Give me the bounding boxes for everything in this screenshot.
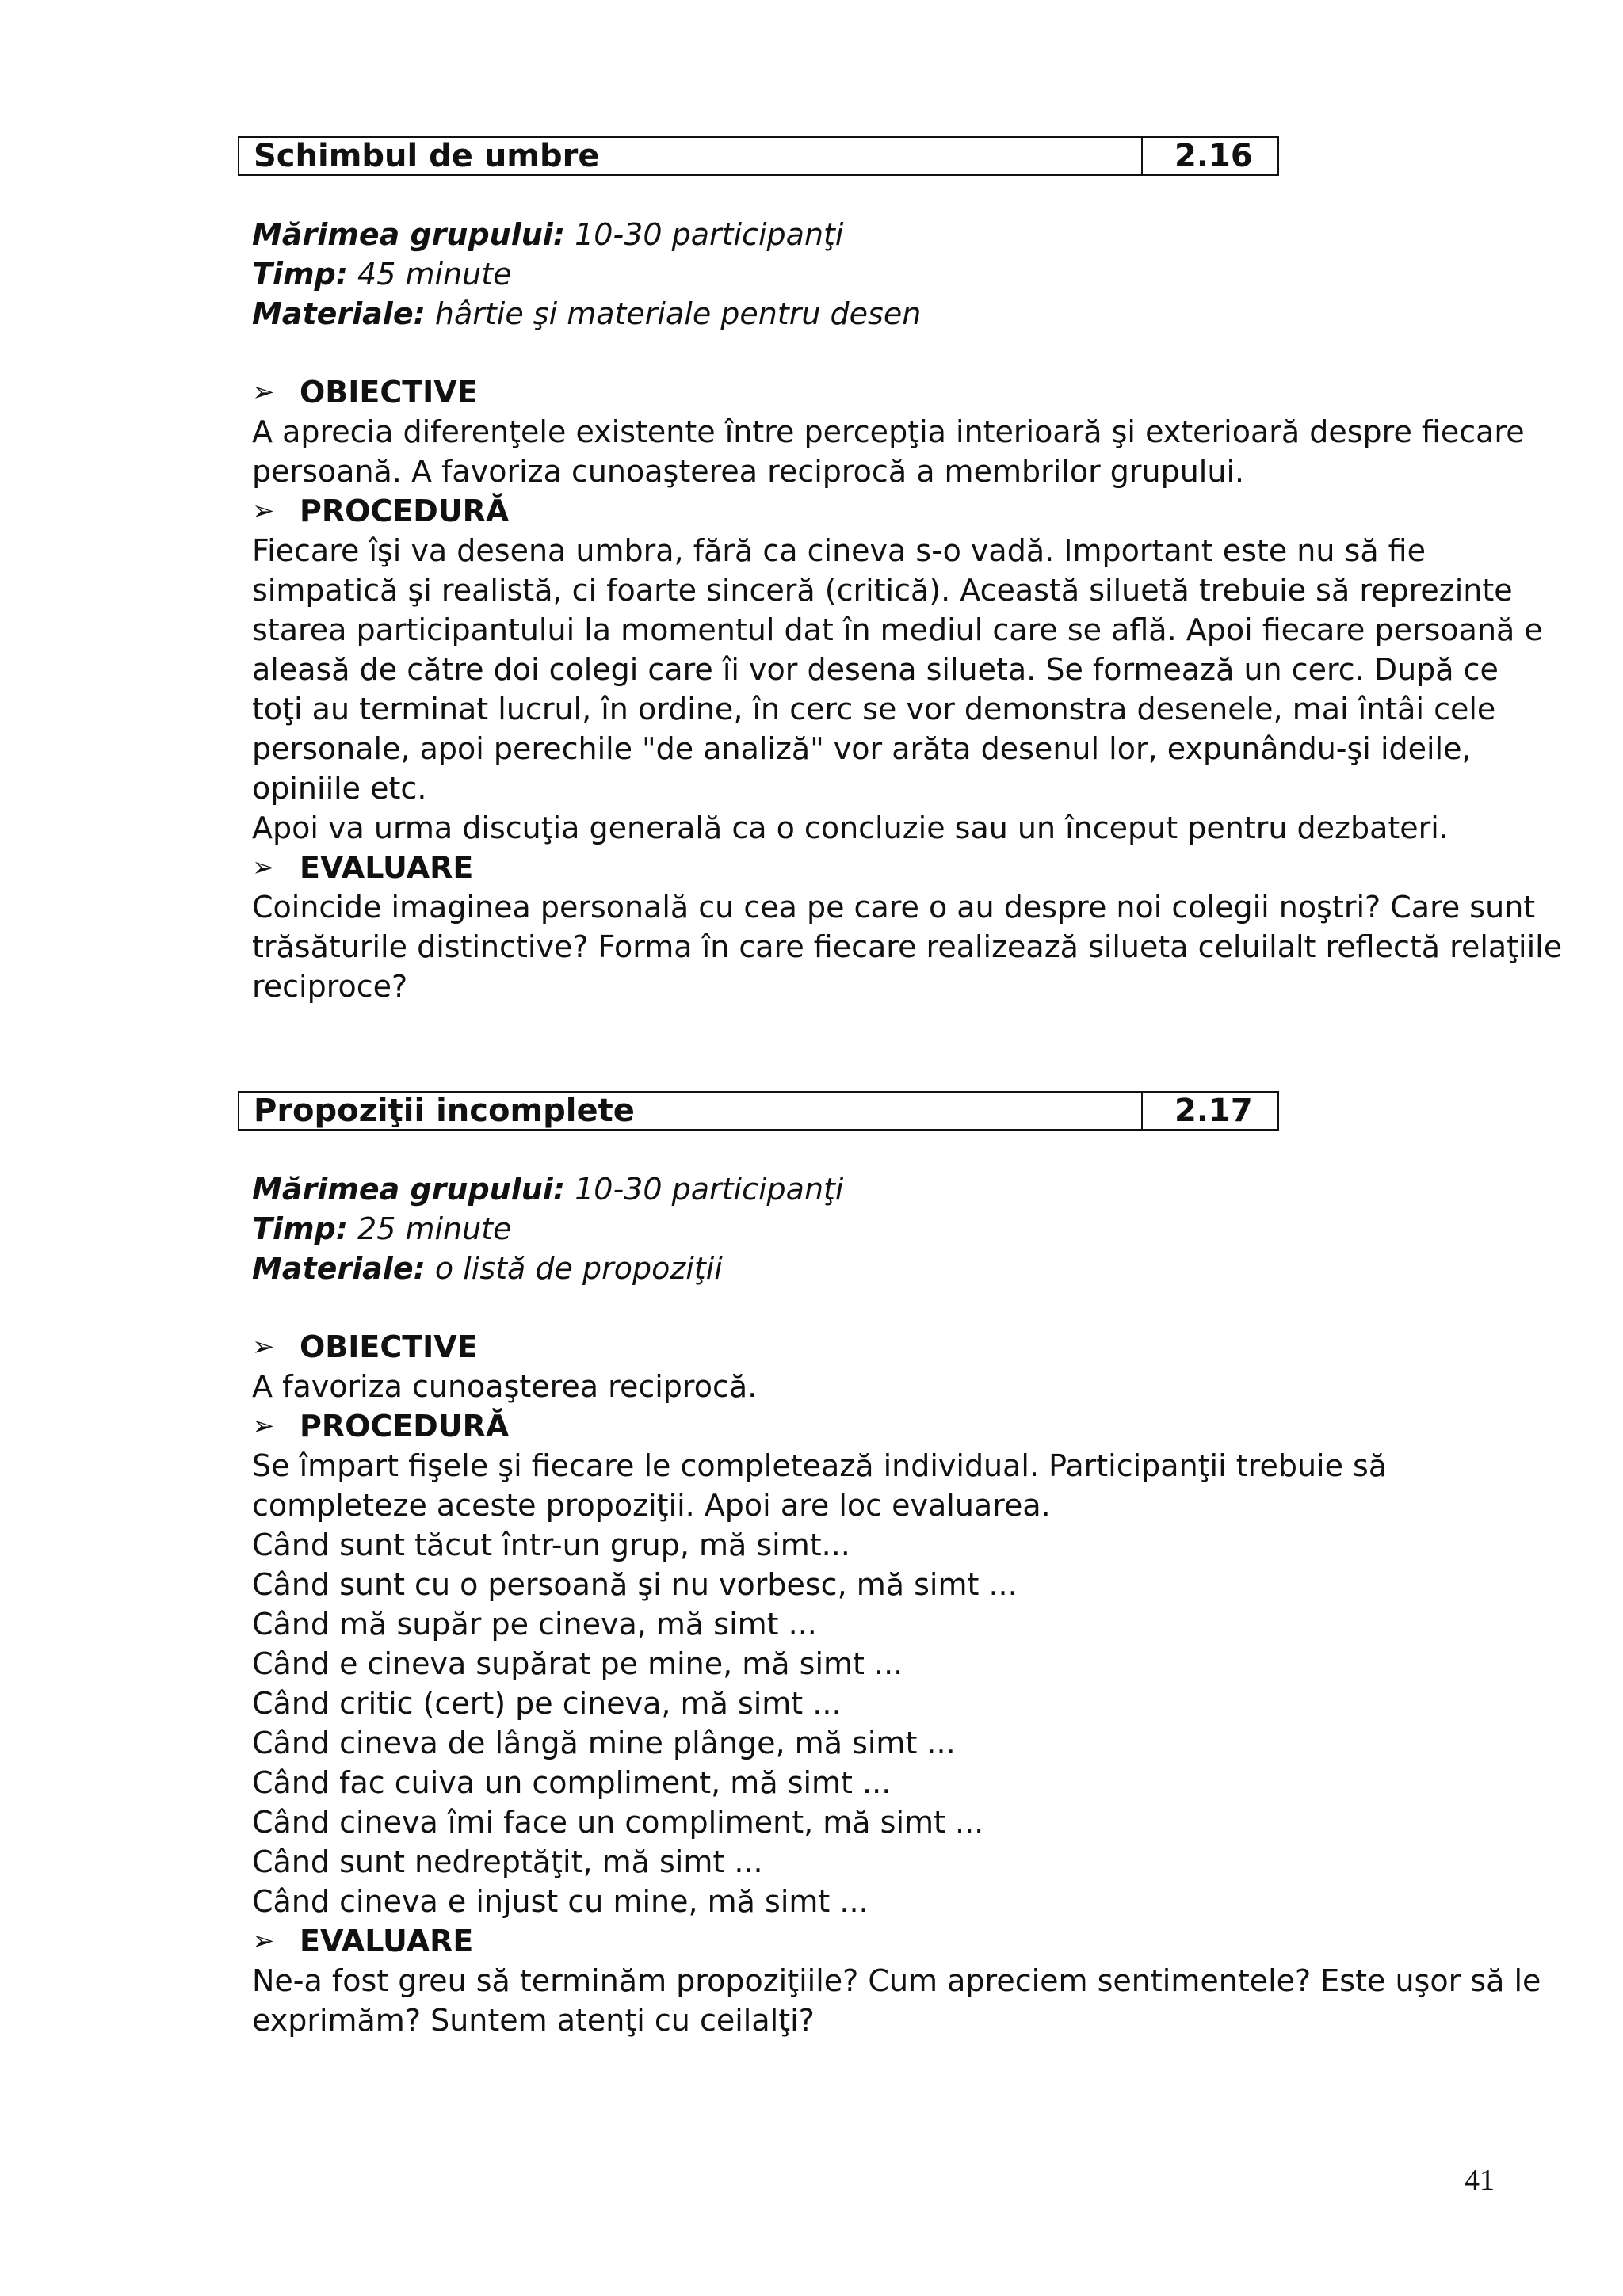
- arrow-bullet-icon: ➢: [252, 495, 275, 527]
- evaluation-line: exprimăm? Suntem atenţi cu ceilalţi?: [252, 2003, 815, 2038]
- procedure-line: Se împart fişele şi fiecare le completează individual. Participanţii trebuie să: [252, 1448, 1388, 1483]
- materials-line: [252, 1249, 1506, 1288]
- activity-meta: [252, 1169, 1506, 1288]
- activity-title-box: [238, 1091, 1279, 1131]
- objective-line: A favoriza cunoaşterea reciprocă.: [252, 1369, 758, 1404]
- activity-propozitii-incomplete: [238, 1091, 1541, 2040]
- objective-line: A aprecia diferenţele existente între percepţia interioară şi exterioară despre fiecare: [252, 414, 1525, 449]
- procedure-line: Când mă supăr pe cineva, mă simt ...: [252, 1607, 817, 1642]
- activity-meta: [252, 215, 1506, 334]
- activity-title: Propoziţii incomplete: [239, 1093, 1143, 1129]
- materials-value: hârtie şi materiale pentru desen: [425, 296, 922, 331]
- activity-number: 2.17: [1174, 1093, 1253, 1129]
- page-number: 41: [1465, 2164, 1495, 2197]
- evaluation-header: [252, 1921, 1506, 1961]
- procedure-line: Când e cineva supărat pe mine, mă simt ...: [252, 1646, 903, 1681]
- procedure-line: Fiecare îşi va desena umbra, fără ca cineva s-o vadă. Important este nu să fie: [252, 533, 1426, 568]
- procedure-line: completeze aceste propoziţii. Apoi are loc evaluarea.: [252, 1488, 1051, 1523]
- arrow-bullet-icon: ➢: [252, 1925, 275, 1957]
- time-value: 45 minute: [347, 257, 512, 292]
- arrow-bullet-icon: ➢: [252, 1331, 275, 1363]
- procedure-line: Apoi va urma discuţia generală ca o concluzie sau un început pentru dezbateri.: [252, 810, 1449, 845]
- time-label: Timp:: [252, 257, 348, 292]
- arrow-bullet-icon: ➢: [252, 1410, 275, 1442]
- activity-body: [252, 372, 1563, 1006]
- procedure-line: Când cineva e injust cu mine, mă simt ...: [252, 1884, 869, 1919]
- procedure-line: opiniile etc.: [252, 771, 427, 806]
- materials-value: o listă de propoziţii: [425, 1251, 723, 1286]
- time-line: [252, 254, 1506, 294]
- objective-header: [252, 372, 1506, 412]
- procedure-line: Când sunt nedreptăţit, mă simt ...: [252, 1844, 763, 1879]
- activity-schimbul-de-umbre: [238, 136, 1563, 1006]
- procedure-line: Când sunt cu o persoană şi nu vorbesc, mă simt ...: [252, 1567, 1018, 1602]
- time-line: [252, 1209, 1506, 1249]
- procedure-header-label: PROCEDURĂ: [300, 1409, 510, 1444]
- activity-body: [252, 1327, 1541, 2040]
- evaluation-line: reciproce?: [252, 969, 408, 1004]
- evaluation-line: trăsăturile distinctive? Forma în care fiecare realizează silueta celuilalt reflectă relaţiile: [252, 929, 1563, 964]
- objective-header-label: OBIECTIVE: [300, 375, 478, 410]
- objective-header-label: OBIECTIVE: [300, 1329, 478, 1364]
- group-size-value: 10-30 participanţi: [565, 217, 844, 252]
- procedure-line: Când critic (cert) pe cineva, mă simt ...: [252, 1686, 842, 1721]
- procedure-line: starea participantului la momentul dat în mediul care se află. Apoi fiecare persoană e: [252, 612, 1543, 647]
- objective-header: [252, 1327, 1506, 1367]
- procedure-header: [252, 1406, 1506, 1446]
- procedure-line: aleasă de către doi colegi care îi vor desena silueta. Se formează un cerc. După ce: [252, 652, 1499, 687]
- activity-title-box: [238, 136, 1279, 176]
- procedure-header-label: PROCEDURĂ: [300, 494, 510, 528]
- procedure-line: Când fac cuiva un compliment, mă simt ...: [252, 1765, 892, 1800]
- arrow-bullet-icon: ➢: [252, 852, 275, 883]
- evaluation-line: Coincide imaginea personală cu cea pe care o au despre noi colegii noştri? Care sunt: [252, 890, 1536, 925]
- evaluation-header-label: EVALUARE: [300, 850, 474, 885]
- group-size-label: Mărimea grupului:: [252, 1172, 566, 1207]
- objective-line: persoană. A favoriza cunoaşterea reciprocă a membrilor grupului.: [252, 454, 1245, 489]
- evaluation-line: Ne-a fost greu să terminăm propoziţiile? Cum apreciem sentimentele? Este uşor să le: [252, 1963, 1541, 1998]
- procedure-line: Când cineva îmi face un compliment, mă simt ...: [252, 1805, 984, 1840]
- time-label: Timp:: [252, 1211, 348, 1246]
- activity-number: 2.16: [1174, 138, 1253, 174]
- group-size-label: Mărimea grupului:: [252, 217, 566, 252]
- arrow-bullet-icon: ➢: [252, 376, 275, 408]
- group-size-line: [252, 1169, 1506, 1209]
- evaluation-header-label: EVALUARE: [300, 1924, 474, 1958]
- evaluation-header: [252, 848, 1506, 887]
- materials-line: [252, 294, 1506, 334]
- materials-label: Materiale:: [252, 1251, 426, 1286]
- procedure-line: personale, apoi perechile "de analiză" vor arăta desenul lor, expunându-şi ideile,: [252, 731, 1472, 766]
- time-value: 25 minute: [347, 1211, 512, 1246]
- materials-label: Materiale:: [252, 296, 426, 331]
- procedure-line: simpatică şi realistă, ci foarte sinceră (critică). Această siluetă trebuie să reprezinte: [252, 573, 1513, 608]
- group-size-value: 10-30 participanţi: [565, 1172, 844, 1207]
- procedure-line: Când sunt tăcut într-un grup, mă simt...: [252, 1527, 850, 1562]
- procedure-line: Când cineva de lângă mine plânge, mă simt ...: [252, 1726, 956, 1760]
- group-size-line: [252, 215, 1506, 254]
- activity-title: Schimbul de umbre: [239, 138, 1143, 174]
- procedure-line: toţi au terminat lucrul, în ordine, în cerc se vor demonstra desenele, mai întâi cele: [252, 692, 1496, 727]
- procedure-header: [252, 491, 1506, 531]
